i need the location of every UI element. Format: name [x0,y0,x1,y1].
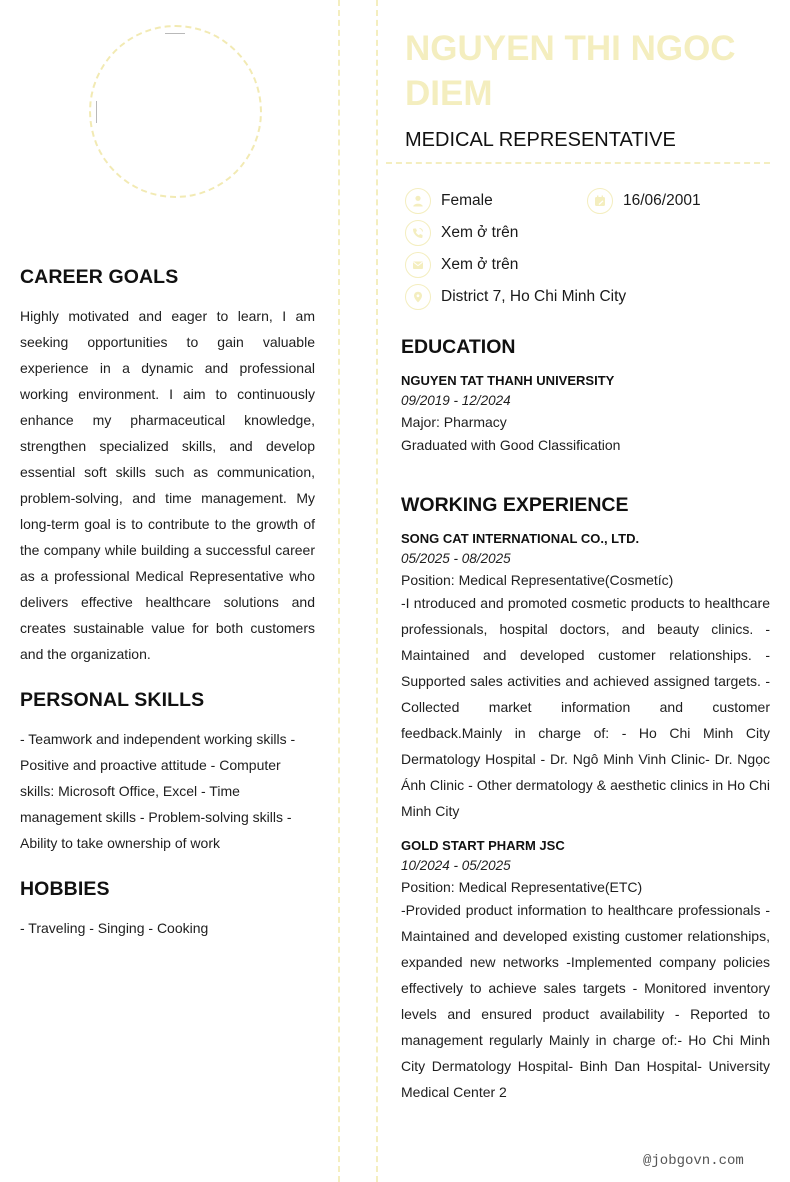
phone-icon [405,220,431,246]
experience-section [401,494,770,1105]
education-dates: 09/2019 - 12/2024 [401,393,511,408]
column-divider-right [376,0,378,1182]
column-divider-left [338,0,340,1182]
job-title: MEDICAL REPRESENTATIVE [405,129,676,151]
location-pin-icon [405,284,431,310]
experience-item [401,531,770,824]
user-icon [405,188,431,214]
education-section [401,336,770,453]
info-phone [405,220,518,246]
info-address [405,284,626,310]
avatar-placeholder-mark [96,101,97,123]
header-divider [386,162,770,164]
birthdate-value: 16/06/2001 [623,192,701,209]
experience-item [401,838,770,1105]
info-gender [405,188,493,214]
email-value: Xem ở trên [441,256,519,273]
phone-value: Xem ở trên [441,224,519,241]
experience-position: Position: Medical Representative(Cosmetíc) [401,572,674,588]
info-email [405,252,518,278]
personal-skills-text: - Teamwork and independent working skills - Positive and proactive attitude - Computer skills: Microsoft Office, Excel - Time management skills - Problem-solving skills - Ability to take ownership of work [20,731,296,851]
avatar[interactable] [89,25,262,198]
school-name: NGUYEN TAT THANH UNIVERSITY [401,373,615,388]
left-column [20,266,315,941]
gender-value: Female [441,192,493,209]
candidate-name: NGUYEN THI NGOC DIEM [405,29,736,113]
experience-description: -Provided product information to healthcare professionals - Maintained and developed existing customer relationships, expanded new networks -Implemented company policies effectively to achieve sales targets - Monitored inventory levels and ensured product availability - Reported to management regularly Mainly in charge of:- Ho Chi Minh City Dermatology Hospital- Binh Dan Hospital- University Medical Center 2 [401,902,770,1100]
company-name: SONG CAT INTERNATIONAL CO., LTD. [401,531,640,546]
personal-skills-title: PERSONAL SKILLS [20,689,205,711]
company-name: GOLD START PHARM JSC [401,838,565,853]
experience-title: WORKING EXPERIENCE [401,494,629,516]
education-note: Graduated with Good Classification [401,437,621,453]
experience-position: Position: Medical Representative(ETC) [401,879,643,895]
hobbies-title: HOBBIES [20,878,110,900]
mail-icon [405,252,431,278]
avatar-placeholder-mark [165,33,185,34]
watermark: @jobgovn.com [643,1153,744,1169]
education-major: Major: Pharmacy [401,414,507,430]
info-birthdate [587,188,701,214]
career-goals-text: Highly motivated and eager to learn, I am seeking opportunities to gain valuable experience in a dynamic and professional working environment. I aim to continuously enhance my pharmaceutical knowledge, strengthen specialized skills, and develop essential soft skills such as communication, problem-solving, and time management. My long-term goal is to contribute to the growth of the company while building a successful career as a professional Medical Representative who delivers effective healthcare solutions and creates sustainable value for both customers and the organization. [20,308,315,662]
experience-dates: 05/2025 - 08/2025 [401,551,511,566]
experience-description: -I ntroduced and promoted cosmetic products to healthcare professionals, hospital doctors, and beauty clinics. - Maintained and developed customer relationships. - Supported sales activities and achieved assigned targets. - Collected market information and customer feedback.Mainly in charge of: - Ho Chi Minh City Dermatology Hospital - Dr. Ngô Minh Vinh Clinic- Dr. Ngọc Ánh Clinic - Other dermatology & aesthetic clinics in Ho Chi Minh City [401,595,770,819]
education-title: EDUCATION [401,336,516,358]
experience-dates: 10/2024 - 05/2025 [401,858,511,873]
calendar-icon [587,188,613,214]
career-goals-title: CAREER GOALS [20,266,179,288]
address-value: District 7, Ho Chi Minh City [441,288,627,305]
hobbies-text: - Traveling - Singing - Cooking [20,920,209,936]
